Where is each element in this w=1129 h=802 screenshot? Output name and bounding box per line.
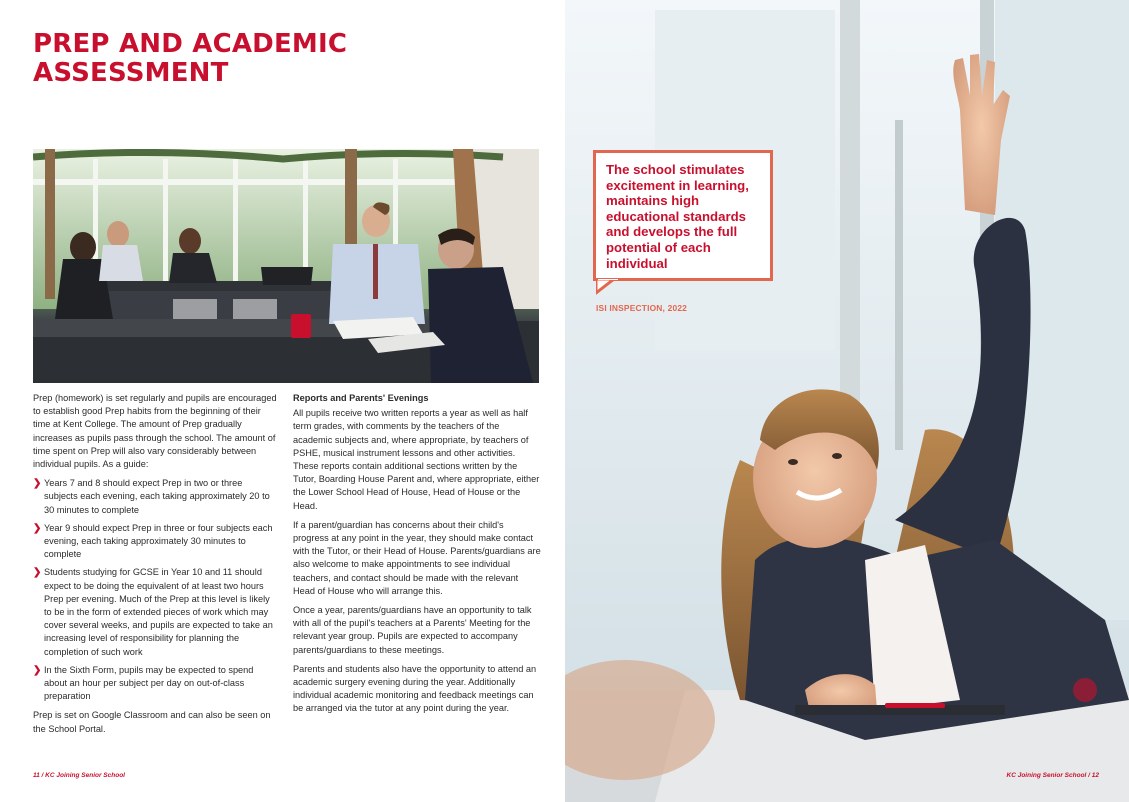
- page-footer-right: KC Joining Senior School / 12: [1006, 772, 1099, 779]
- list-item: [33, 477, 277, 517]
- classroom-scene: [33, 149, 539, 383]
- list-item-text: Year 9 should expect Prep in three or four subjects each evening, each taking approximately 30 minutes to complete: [44, 522, 273, 560]
- prep-guide-list: [33, 477, 277, 703]
- chevron-right-icon: ❯: [33, 478, 42, 490]
- girl-raising-hand-photo: [565, 0, 1129, 802]
- list-item: [33, 522, 277, 562]
- students-studying-photo: [33, 149, 539, 383]
- page-title: [33, 30, 347, 88]
- prep-column: [33, 392, 277, 742]
- right-page-photo: [565, 0, 1129, 802]
- reports-paragraph: All pupils receive two written reports a year as well as half term grades, with comments by the teachers of the academic subjects and, where appropriate, by teachers of PSHE, musical instrument lessons and other activities. These reports contain additional sections written by the Tutor, Boarding House Parent and, where appropriate, either the Lower School Head of House, Head of House or the Head.: [293, 408, 540, 511]
- reports-column: [293, 392, 541, 722]
- page-footer-left: 11 / KC Joining Senior School: [33, 772, 125, 779]
- quote-credit: ISI INSPECTION, 2022: [596, 303, 688, 313]
- list-item: [33, 566, 277, 658]
- reports-heading: Reports and Parents' Evenings: [293, 393, 429, 403]
- list-item-text: In the Sixth Form, pupils may be expected to spend about an hour per subject per day on out-of-class preparation: [44, 664, 254, 702]
- chevron-right-icon: ❯: [33, 522, 42, 534]
- title-line-2: ASSESSMENT: [33, 58, 229, 88]
- prep-outro: Prep is set on Google Classroom and can also be seen on the School Portal.: [33, 710, 271, 734]
- list-item-text: Students studying for GCSE in Year 10 and 11 should expect to be doing the equivalent of at least two hours Prep per evening. Much of the Prep at this level is likely to be in the form of extended pieces of work which may cover several weeks, and pupils are expected to take an increasing level of responsibility for planning the completion of such work: [44, 567, 273, 657]
- reports-paragraph: Parents and students also have the opportunity to attend an academic surgery evening during the year. Additionally individual academic monitoring and feedback meetings can be arranged via the tutor at any point during the year.: [293, 663, 537, 714]
- reports-paragraph: Once a year, parents/guardians have an opportunity to talk with all of the pupil's teachers at a Parents' Meeting for the relevant year group. Pupils are expected to accompany parents/guardians to these meetings.: [293, 605, 532, 655]
- list-item: [33, 664, 277, 704]
- quote-text: The school stimulates excitement in learning, maintains high educational standards and develops the full potential of each individual: [606, 162, 749, 271]
- chevron-right-icon: ❯: [33, 567, 42, 579]
- prep-intro: Prep (homework) is set regularly and pupils are encouraged to establish good Prep habits from the beginning of their time at Kent College. The amount of Prep gradually increases as pupils pass through the school. The amount of time spent on Prep will also vary considerably between individual pupils. As a guide:: [33, 393, 277, 470]
- reports-paragraph: If a parent/guardian has concerns about their child's progress at any point in the year, they should make contact with the Tutor, or their Head of House. Parents/guardians are also welcome to make appointments to see individual teachers, and contact should be made with the relevant Head of House who will arrange this.: [293, 519, 541, 596]
- quote-callout: [593, 150, 773, 281]
- list-item-text: Years 7 and 8 should expect Prep in two or three subjects each evening, each taking approximately 20 to 30 minutes to complete: [44, 478, 270, 515]
- title-line-1: PREP AND ACADEMIC: [33, 29, 348, 59]
- speech-tail-icon: [596, 279, 626, 295]
- chevron-right-icon: ❯: [33, 664, 42, 676]
